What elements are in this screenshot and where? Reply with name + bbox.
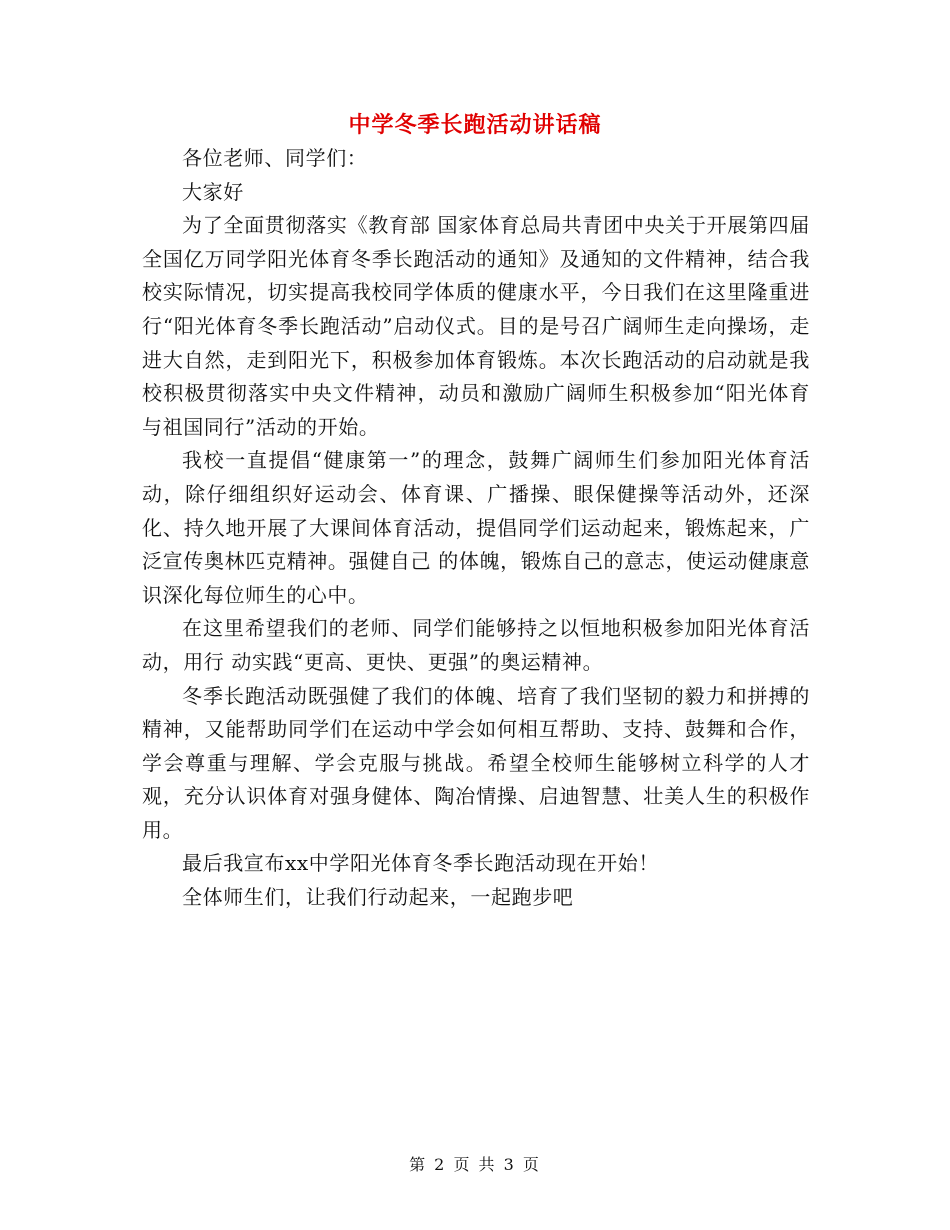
document-title: 中学冬季长跑活动讲话稿 — [348, 112, 602, 138]
paragraph-purpose: 为了全面贯彻落实《教育部 国家体育总局共青团中央关于开展第四届全国亿万同学阳光体育冬季长跑活动的通知》及通知的文件精神，结合我校实际情况，切实提高我校同学体质的健康水平，今日我们在这里隆重进行“阳光体育冬季长跑活动”启动仪式。目的是号召广阔师生走向操场，走进大自然，走到阳光下，积极参加体育锻炼。本次长跑活动的启动就是我校积极贯彻落实中央文件精神，动员和激励广阔师生积极参加“阳光体育与祖国同行”活动的开始。 — [142, 213, 810, 439]
document-body — [142, 142, 810, 915]
paragraph-school-philosophy: 我校一直提倡“健康第一”的理念，鼓舞广阔师生们参加阳光体育活动，除仔细组织好运动会、体育课、广播操、眼保健操等活动外，还深化、持久地开展了大课间体育活动，提倡同学们运动起来，锻炼起来，广泛宣传奥林匹克精神。强健自己 的体魄，锻炼自己的意志，使运动健康意识深化每位师生的心中。 — [142, 448, 810, 607]
paragraph-closing: 全体师生们，让我们行动起来，一起跑步吧 — [182, 885, 574, 910]
page-number-footer: 第 2 页 共 3 页 — [409, 1155, 541, 1174]
paragraph-hope: 在这里希望我们的老师、同学们能够持之以恒地积极参加阳光体育活动，用行 动实践“更高、更快、更强”的奥运精神。 — [142, 616, 810, 674]
paragraph-salutation: 各位老师、同学们： — [182, 146, 368, 170]
paragraph-benefits: 冬季长跑活动既强健了我们的体魄、培育了我们坚韧的毅力和拼搏的精神，又能帮助同学们在运动中学会如何相互帮助、支持、鼓舞和合作，学会尊重与理解、学会克服与挑战。希望全校师生能够树立科学的人才观，充分认识体育对强身健体、陶冶情操、启迪智慧、壮美人生的积极作用。 — [142, 683, 810, 842]
paragraph-greeting: 大家好 — [182, 179, 244, 204]
paragraph-announcement: 最后我宣布xx中学阳光体育冬季长跑活动现在开始！ — [182, 851, 659, 876]
